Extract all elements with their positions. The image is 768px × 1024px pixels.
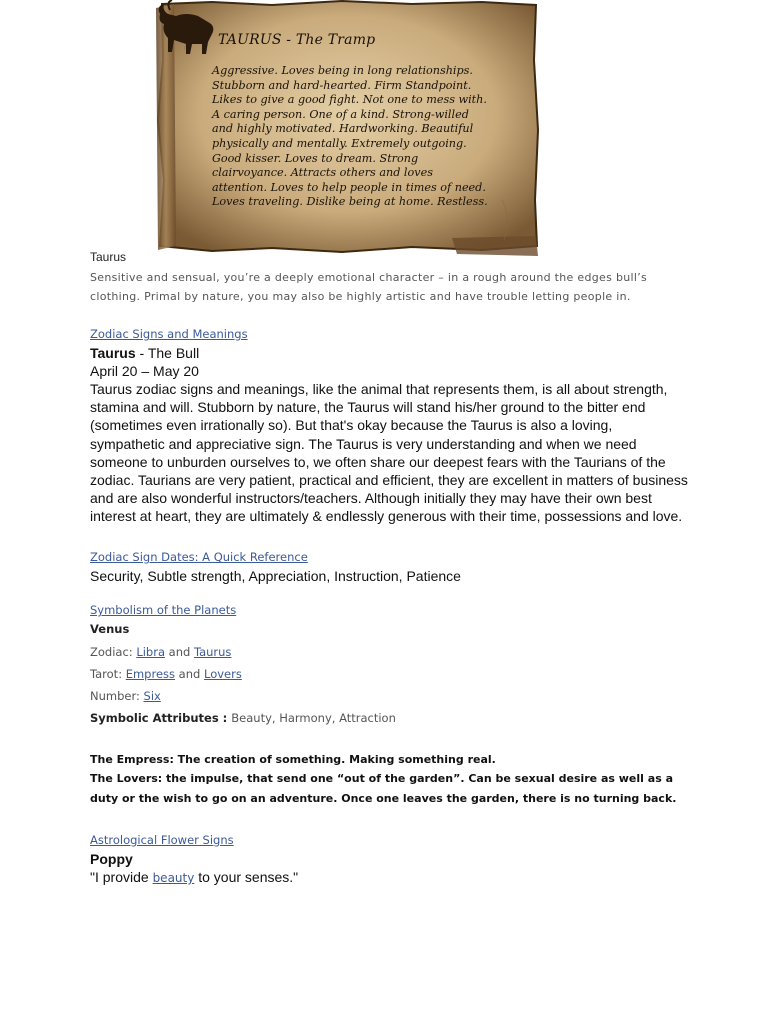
libra-link[interactable]: Libra [136,645,165,659]
and-text: and [165,645,194,659]
sign-traits: Security, Subtle strength, Appreciation, Instruction, Patience [90,568,461,584]
taurus-heading: Taurus [90,250,127,264]
scroll-line: physically and mentally. Extremely outgoing. [212,136,467,150]
sign-subtitle: - The Bull [135,345,200,361]
sign-title [90,344,199,362]
planet-name-text: Venus [90,622,130,636]
sign-dates-link[interactable]: Zodiac Sign Dates: A Quick Reference [90,550,308,564]
sign-name: Taurus [90,345,136,361]
taurus-link[interactable]: Taurus [193,645,232,659]
bull-icon [152,0,220,58]
planets-link[interactable]: Symbolism of the Planets [90,603,237,617]
number-line [90,689,161,703]
scroll-title: TAURUS - The Tramp [218,32,376,48]
beauty-link[interactable]: beauty [152,871,195,885]
scroll-line: Aggressive. Loves being in long relationships. [212,64,473,77]
quote-end: to your senses." [194,869,299,885]
attributes-value: Beauty, Harmony, Attraction [231,711,396,725]
sign-description: Taurus zodiac signs and meanings, like the animal that represents them, is all about strength, stamina and will. Stubborn by nature, the Taurus will stand his/her ground to the bitter end (sometimes even irrationally so). But that's okay because the Taurus is also a loving, sympathetic and appreciative sign. The Taurus is very understanding and when we need someone to unburden ourselves to, we often share our deepest fears with the Taurians of the zodiac. Taurians are very patient, practical and efficient, they are excellent in matters of business and are also wonderful instructors/teachers. Although initially they may have their own best interest at heart, they are ultimately & endlessly generous with their time, possessions and love. [90,381,688,525]
scroll-line: A caring person. One of a kind. Strong-willed [212,107,469,121]
lovers-note: The Lovers: the impulse, that send one “out of the garden”. Can be sexual desire as well as a duty or the wish to go on an adventure. Once one leaves the garden, there is no turning back. [90,772,677,805]
scroll-line: Likes to give a good fight. Not one to mess with. [212,93,487,107]
intro-text: Sensitive and sensual, you’re a deeply emotional character – in a rough around the edges bull’s clothing. Primal by nature, you may also be highly artistic and have trouble letting people in. [90,271,648,303]
scroll-line: Loves traveling. Dislike being at home. Restless. [212,195,488,209]
scroll-line: clairvoyance. Attracts others and loves [212,166,433,180]
attributes-line [90,711,396,725]
empress-link[interactable]: Empress [125,667,176,681]
and-text: and [175,667,204,681]
scroll-line: and highly motivated. Hardworking. Beautiful [212,122,474,136]
scroll-line: attention. Loves to help people in times of need. [212,180,486,194]
scroll-line: Stubborn and hard-hearted. Firm Standpoint. [212,78,472,92]
planet-name [90,622,129,636]
zodiac-signs-link[interactable]: Zodiac Signs and Meanings [90,327,248,341]
zodiac-label: Zodiac: [90,645,137,659]
number-label: Number: [90,689,144,703]
scroll-description [212,64,532,210]
flower-name: Poppy [90,851,133,867]
lovers-link[interactable]: Lovers [203,667,242,681]
tarot-label: Tarot: [90,667,126,681]
six-link[interactable]: Six [143,689,161,703]
tarot-line [90,667,242,681]
flower-quote [90,868,298,887]
sign-dates: April 20 – May 20 [90,363,199,379]
taurus-scroll-image [152,0,540,256]
attributes-label: Symbolic Attributes : [90,711,232,725]
empress-note: The Empress: The creation of something. Making something real. [90,753,496,766]
quote-start: "I provide [90,869,153,885]
scroll-line: Good kisser. Loves to dream. Strong [212,151,419,165]
flower-signs-link[interactable]: Astrological Flower Signs [90,833,234,847]
zodiac-line [90,645,231,659]
